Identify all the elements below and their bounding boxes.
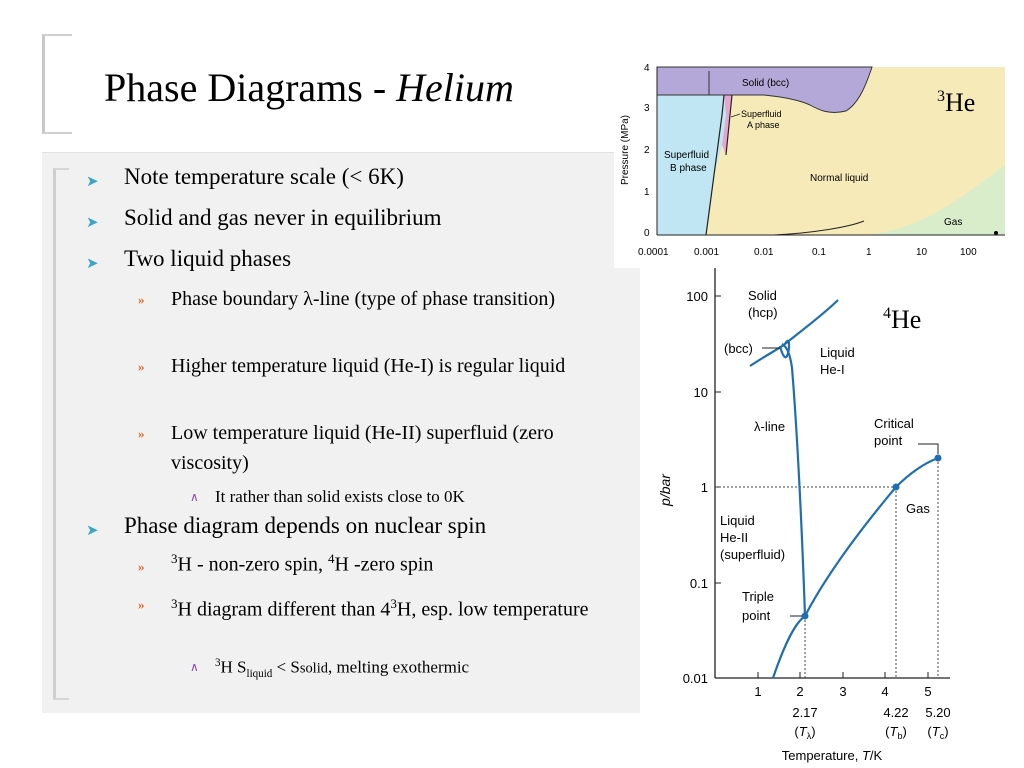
bullet-4-2: $^3$H diagram different than $4^3H$, esp. low temperature xyxy=(171,596,589,621)
bullet-3-1: Phase boundary λ-line (type of phase transition) xyxy=(171,288,556,310)
he3-superfluid-b-label: Superfluid xyxy=(664,150,710,161)
he3-superfluid-b-label: B phase xyxy=(670,163,707,174)
he3-x-tick: 10 xyxy=(916,247,928,258)
bullet-4: Phase diagram depends on nuclear spin xyxy=(124,513,487,538)
he4-x-axis-label: Temperature, T/K xyxy=(781,748,883,763)
he4-x-tick: 5 xyxy=(924,684,932,699)
he4-t-lambda-value: 2.17 xyxy=(792,705,818,720)
bullet-3-2: Higher temperature liquid (He-I) is regular liquid xyxy=(171,355,566,377)
he3-y-tick: 2 xyxy=(644,145,650,156)
bullet-chevron-icon: » xyxy=(138,359,145,374)
he4-t-boil-value: 4.22 xyxy=(883,705,909,720)
he3-y-axis-label: Pressure (MPa) xyxy=(620,114,631,185)
page-title xyxy=(104,64,514,111)
bullet-2: Solid and gas never in equilibrium xyxy=(124,205,442,230)
he4-x-tick: 2 xyxy=(796,684,804,699)
he3-x-tick: 100 xyxy=(960,247,977,258)
title-main: Phase Diagrams - xyxy=(104,65,397,110)
he4-t-lambda-symbol: $(T_\lambda)$ xyxy=(794,724,816,741)
triple-point-dot xyxy=(802,613,809,620)
he4-t-critical-symbol: $(T_c)$ xyxy=(927,724,949,741)
content-bracket xyxy=(53,168,69,700)
he3-x-tick: 0.001 xyxy=(694,247,720,258)
bullet-arrow-icon: ➤ xyxy=(86,523,99,539)
he3-x-tick: 1 xyxy=(866,247,872,258)
he4-y-tick: 0.01 xyxy=(682,671,708,686)
he3-superfluid-a-label: A phase xyxy=(747,120,780,130)
he4-bcc-label: (bcc) xyxy=(724,341,753,356)
he3-y-tick: 3 xyxy=(644,103,650,114)
bullet-caret-icon: ∧ xyxy=(190,660,199,674)
he4-solid-label: (hcp) xyxy=(748,305,778,320)
he4-t-boil-symbol: $(T_b)$ xyxy=(885,724,907,741)
bullet-3: Two liquid phases xyxy=(124,246,292,271)
he4-lambda-line-label: λ-line xyxy=(754,419,786,434)
he3-solid-label: Solid (bcc) xyxy=(742,78,790,89)
he4-liquid-heii-label: Liquid xyxy=(720,513,755,528)
critical-point-dot xyxy=(935,455,942,462)
bullet-caret-icon: ∧ xyxy=(190,490,199,504)
he4-liquid-hei-label: He-I xyxy=(820,362,845,377)
he4-liquid-hei-label: Liquid xyxy=(820,345,855,360)
he4-y-tick: 0.1 xyxy=(689,576,708,591)
bullet-chevron-icon: » xyxy=(138,426,145,441)
he4-y-axis-label: p/bar xyxy=(657,474,673,506)
bullet-1: Note temperature scale (< 6K) xyxy=(124,164,404,189)
he4-gas-label: Gas xyxy=(906,501,930,516)
he4-liquid-heii-label: He-II xyxy=(720,530,749,545)
bullet-chevron-icon: » xyxy=(138,559,145,574)
he4-phase-diagram xyxy=(640,268,980,768)
he4-x-tick: 4 xyxy=(881,684,889,699)
he4-solid-label: Solid xyxy=(748,288,777,303)
he4-x-tick: 3 xyxy=(839,684,847,699)
bullet-arrow-icon: ➤ xyxy=(86,256,99,272)
he4-y-tick: 1 xyxy=(700,480,708,495)
bullet-3-3-1: It rather than solid exists close to 0K xyxy=(215,487,465,506)
he3-phase-diagram xyxy=(614,55,1014,268)
he4-triple-label: point xyxy=(742,608,771,623)
title-italic: Helium xyxy=(396,65,514,110)
he4-isotope-label: $^4$He xyxy=(883,305,922,334)
bullet-3-3: Low temperature liquid (He-II) superfluid (zero viscosity) xyxy=(171,422,554,474)
he3-x-tick: 0.01 xyxy=(754,247,774,258)
he4-triple-label: Triple xyxy=(742,589,775,604)
title-bracket xyxy=(42,34,72,134)
he4-liquid-heii-label: (superfluid) xyxy=(720,547,786,562)
he4-x-tick: 1 xyxy=(754,684,762,699)
bullet-arrow-icon: ➤ xyxy=(86,215,99,231)
he4-critical-label: Critical xyxy=(874,416,914,431)
he3-gas-label: Gas xyxy=(944,217,963,228)
he3-y-tick: 1 xyxy=(644,187,650,198)
critical-point-dot xyxy=(994,231,998,235)
he3-x-tick: 0.1 xyxy=(812,247,826,258)
bullet-chevron-icon: » xyxy=(138,597,145,612)
he3-y-tick: 0 xyxy=(644,228,650,239)
he3-isotope-label: $^3$He xyxy=(937,88,976,117)
he3-x-tick: 0.0001 xyxy=(638,247,669,258)
he3-superfluid-a-label: Superfluid xyxy=(741,109,782,119)
boiling-point-dot xyxy=(893,484,900,491)
bullet-4-2-1: $^3$H $S_{liquid}$ < Ssolid, melting exothermic xyxy=(215,657,470,681)
he4-critical-label: point xyxy=(874,433,903,448)
he4-t-critical-value: 5.20 xyxy=(925,705,951,720)
bullet-4-1: $^3$H - non-zero spin, $^4$H -zero spin xyxy=(171,551,434,576)
bullet-arrow-icon: ➤ xyxy=(86,174,99,190)
he4-y-tick: 10 xyxy=(693,385,708,400)
he4-y-tick: 100 xyxy=(686,289,708,304)
he3-normal-liquid-label: Normal liquid xyxy=(810,173,869,184)
he3-y-tick: 4 xyxy=(644,63,650,74)
bullet-chevron-icon: » xyxy=(138,292,145,307)
